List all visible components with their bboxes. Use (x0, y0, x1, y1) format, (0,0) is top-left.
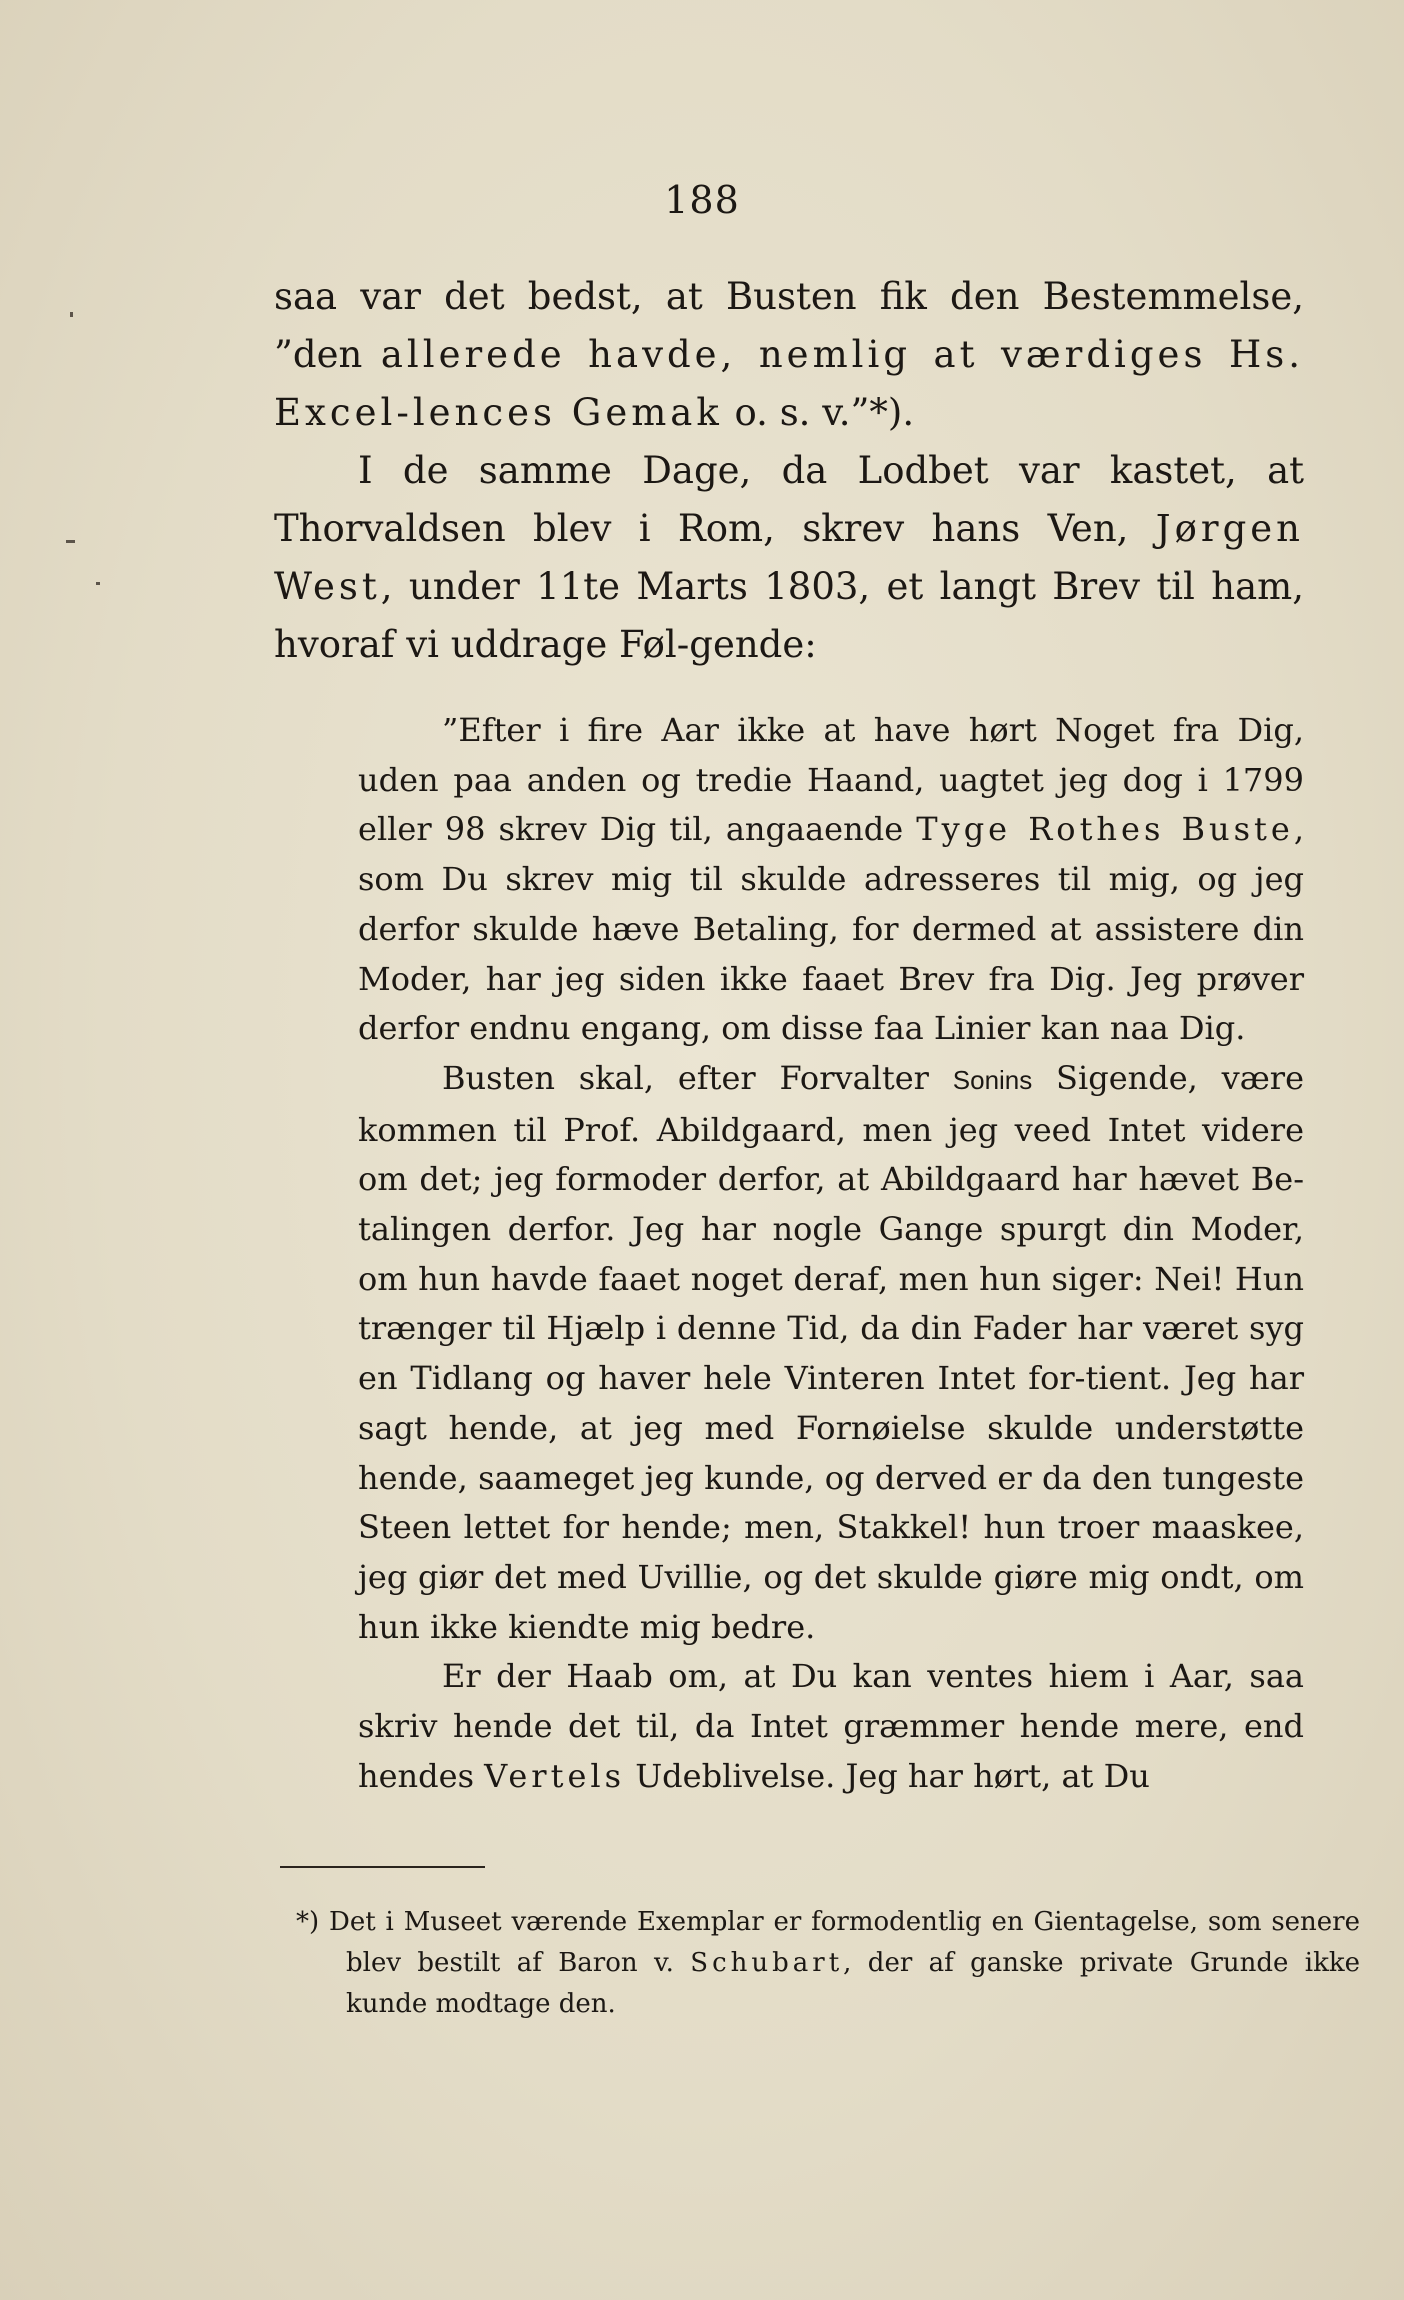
letter-paragraph-2-text: Busten skal, efter Forvalter (442, 1058, 953, 1097)
footnote (296, 1902, 1360, 2025)
spaced-name: Jørgen West (274, 507, 1304, 608)
paragraph-1-text: saa var det bedst, at Busten fik den Bestemmelse, ”den (274, 275, 1304, 376)
letter-paragraph-3 (358, 1652, 1304, 1801)
paragraph-2 (274, 442, 1304, 674)
spaced-name: Vertels (484, 1756, 626, 1795)
letter-paragraph-3-text: Er der Haab om, at Du kan ventes hiem i Aar, saa skriv hende det til, da Intet græmmer hende mere, end hendes (358, 1657, 1304, 1795)
paper-speck (96, 582, 100, 585)
roman-name: Sonins (952, 1064, 1033, 1095)
paper-speck (66, 540, 75, 543)
paper-speck (70, 312, 73, 317)
main-text (274, 268, 1304, 674)
letter-paragraph-1-text: ”Efter i fire Aar ikke at have hørt Noget fra Dig, uden paa anden og tredie Haand, uagtet jeg dog i 1799 eller 98 skrev Dig til, angaaende (358, 711, 1304, 849)
page-number: 188 (664, 178, 740, 222)
paragraph-2-text: I de samme Dage, da Lodbet var kastet, at Thorvaldsen blev i Rom, skrev hans Ven, (274, 449, 1304, 550)
letter-paragraph-3-end: Udeblivelse. Jeg har hørt, at Du (625, 1756, 1150, 1795)
quoted-letter (358, 706, 1304, 1801)
spaced-name: Schubart (690, 1948, 844, 1978)
footnote-end: , der af ganske private Grunde ikke kunde modtage den. (346, 1948, 1360, 2019)
letter-paragraph-2-end: Sigende, være kommen til Prof. Abildgaard, men jeg veed Intet videre om det; jeg formoder derfor, at Abildgaard har hævet Be-talingen derfor. Jeg har nogle Gange spurgt din Moder, om hun havde faaet noget deraf, men hun siger: Nei! Hun trænger til Hjælp i denne Tid, da din Fader har været syg en Tidlang og haver hele Vinteren Intet for-tient. Jeg har sagt hende, at jeg med Fornøielse skulde understøtte hende, saameget jeg kunde, og derved er da den tungeste Steen lettet for hende; men, Stakkel! hun troer maaskee, jeg giør det med Uvillie, og det skulde giøre mig ondt, om hun ikke kiendte mig bedre. (358, 1058, 1305, 1646)
footnote-text: Det i Museet værende Exemplar er formodentlig en Gientagelse, som senere blev bestilt af Baron v. (319, 1907, 1360, 1978)
paragraph-2-end: , under 11te Marts 1803, et langt Brev til ham, hvoraf vi uddrage Føl-gende: (274, 565, 1304, 666)
footnote-divider (280, 1866, 485, 1868)
letter-paragraph-2 (358, 1054, 1304, 1652)
paragraph-1-end: o. s. v.”*). (722, 391, 915, 434)
footnote-marker: *) (296, 1907, 320, 1937)
letter-paragraph-1-end: , som Du skrev mig til skulde adresseres til mig, og jeg derfor skulde hæve Betaling, for dermed at assistere din Moder, har jeg siden ikke faaet Brev fra Dig. Jeg prøver derfor endnu engang, om disse faa Linier kan naa Dig. (358, 810, 1305, 1048)
spaced-phrase: allerede havde, nemlig at værdiges Hs. Excel-lences Gemak (274, 333, 1304, 434)
paragraph-1 (274, 268, 1304, 442)
letter-paragraph-1 (358, 706, 1304, 1054)
spaced-name: Tyge Rothes Buste (916, 810, 1294, 849)
